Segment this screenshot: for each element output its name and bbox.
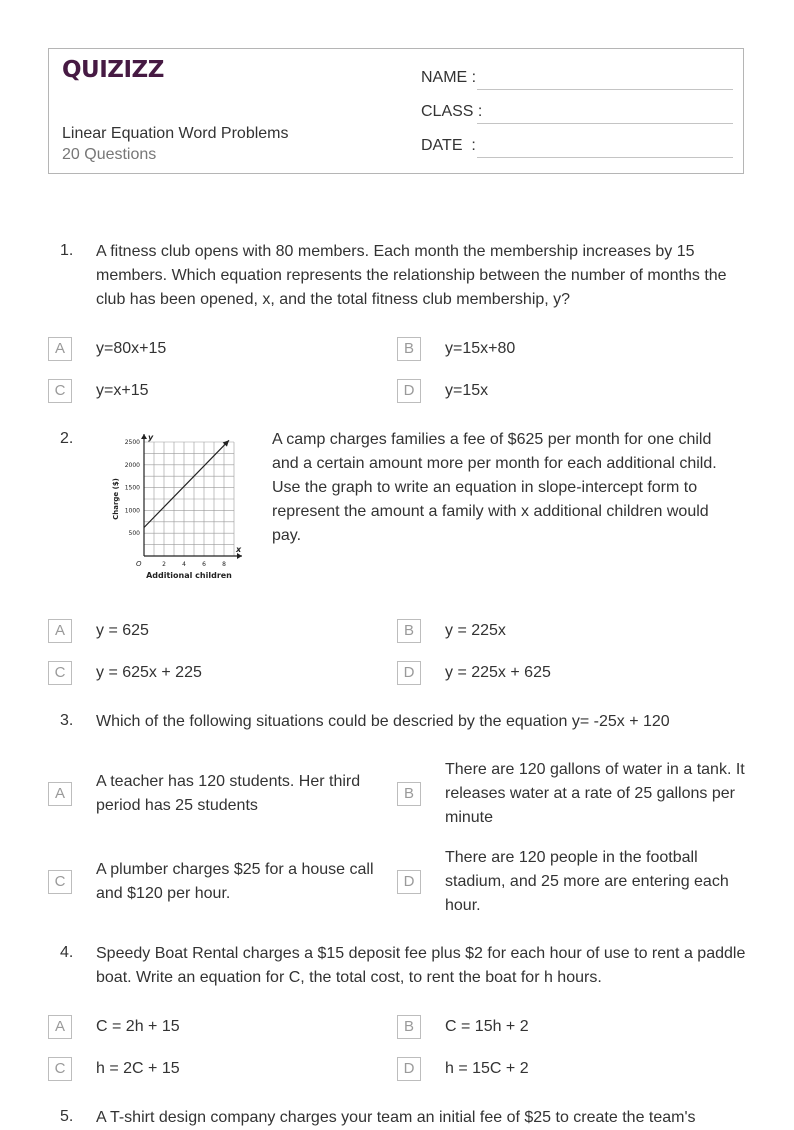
option-b-box[interactable]: B (397, 1015, 421, 1039)
option-d-box[interactable]: D (397, 661, 421, 685)
option-b-text: y = 225x (445, 622, 506, 639)
option-a-text: C = 2h + 15 (96, 1018, 180, 1035)
name-label: NAME : (421, 69, 477, 86)
class-line (477, 123, 733, 124)
y-tick-label: 2000 (124, 461, 140, 469)
option-c-text: y=x+15 (96, 382, 149, 399)
option-d-text: y=15x (445, 382, 489, 399)
class-label: CLASS : (421, 103, 483, 120)
charge-graph (100, 430, 250, 590)
option-b-box[interactable]: B (397, 337, 421, 361)
y-axis-letter: y (148, 433, 154, 442)
option-a-box[interactable]: A (48, 619, 72, 643)
x-tick-label: 6 (202, 561, 206, 568)
option-a-text: A teacher has 120 students. Her third period has 25 students (96, 773, 361, 814)
class-field[interactable] (421, 99, 733, 125)
date-field[interactable] (421, 133, 733, 159)
question-number: 1. (60, 242, 74, 259)
option-c-text: h = 2C + 15 (96, 1060, 180, 1077)
option-a-text: y=80x+15 (96, 340, 167, 357)
question-number: 3. (60, 712, 74, 729)
question-text: Speedy Boat Rental charges a $15 deposit fee plus $2 for each hour of use to rent a paddle boat. Write an equation for C, the total cost, to rent the boat for h hours. (96, 945, 746, 986)
question-text: A T-shirt design company charges your team an initial fee of $25 to create the team's (96, 1109, 696, 1126)
option-a-box[interactable]: A (48, 1015, 72, 1039)
y-tick-label: 2500 (124, 439, 140, 446)
quizizz-logo: QUIZIZZ (62, 57, 164, 83)
worksheet-header (48, 48, 744, 174)
x-tick-label: 8 (222, 561, 226, 568)
option-a-text: y = 625 (96, 622, 149, 639)
option-d-text: h = 15C + 2 (445, 1060, 529, 1077)
option-d-text: There are 120 people in the football stadium, and 25 more are entering each hour. (445, 849, 729, 914)
x-tick-label: 4 (182, 561, 186, 568)
option-b-box[interactable]: B (397, 782, 421, 806)
date-label: DATE : (421, 137, 476, 154)
question-number: 5. (60, 1108, 74, 1125)
option-a-box[interactable]: A (48, 782, 72, 806)
option-a-box[interactable]: A (48, 337, 72, 361)
date-line (477, 157, 733, 158)
y-axis-label: Charge ($) (112, 478, 120, 520)
name-line (477, 89, 733, 90)
option-b-box[interactable]: B (397, 619, 421, 643)
question-text: A fitness club opens with 80 members. Each month the membership increases by 15 members. Which equation represents the relationship between the number of months the club has been opened, x, and the total fitness club membership, y? (96, 243, 727, 308)
question-number: 4. (60, 944, 74, 961)
x-axis-letter: x (236, 545, 242, 554)
worksheet-title: Linear Equation Word Problems (62, 125, 289, 142)
option-d-text: y = 225x + 625 (445, 664, 551, 681)
option-c-text: A plumber charges $25 for a house call and $120 per hour. (96, 861, 374, 902)
option-b-text: y=15x+80 (445, 340, 516, 357)
option-d-box[interactable]: D (397, 870, 421, 894)
option-c-text: y = 625x + 225 (96, 664, 202, 681)
option-b-text: C = 15h + 2 (445, 1018, 529, 1035)
option-d-box[interactable]: D (397, 1057, 421, 1081)
question-text: A camp charges families a fee of $625 per month for one child and a certain amount more per month for each additional child. Use the graph to write an equation in slope-intercept form to represent the amount a family with x additional children would pay. (272, 431, 717, 544)
option-d-box[interactable]: D (397, 379, 421, 403)
x-axis-label: Additional children (146, 571, 232, 580)
origin-label: O (136, 560, 142, 568)
option-c-box[interactable]: C (48, 379, 72, 403)
name-field[interactable] (421, 65, 733, 91)
x-tick-label: 2 (162, 561, 166, 568)
option-c-box[interactable]: C (48, 870, 72, 894)
question-number: 2. (60, 430, 74, 447)
option-b-text: There are 120 gallons of water in a tank. It releases water at a rate of 25 gallons per minute (445, 761, 745, 826)
y-tick-label: 1500 (124, 484, 140, 492)
option-c-box[interactable]: C (48, 661, 72, 685)
chart-svg (100, 430, 250, 585)
option-c-box[interactable]: C (48, 1057, 72, 1081)
y-axis-arrow-icon (141, 434, 147, 439)
y-tick-label: 500 (128, 530, 140, 538)
question-text: Which of the following situations could be descried by the equation y= -25x + 120 (96, 713, 670, 730)
question-count: 20 Questions (62, 146, 157, 163)
y-tick-label: 1000 (124, 507, 140, 515)
